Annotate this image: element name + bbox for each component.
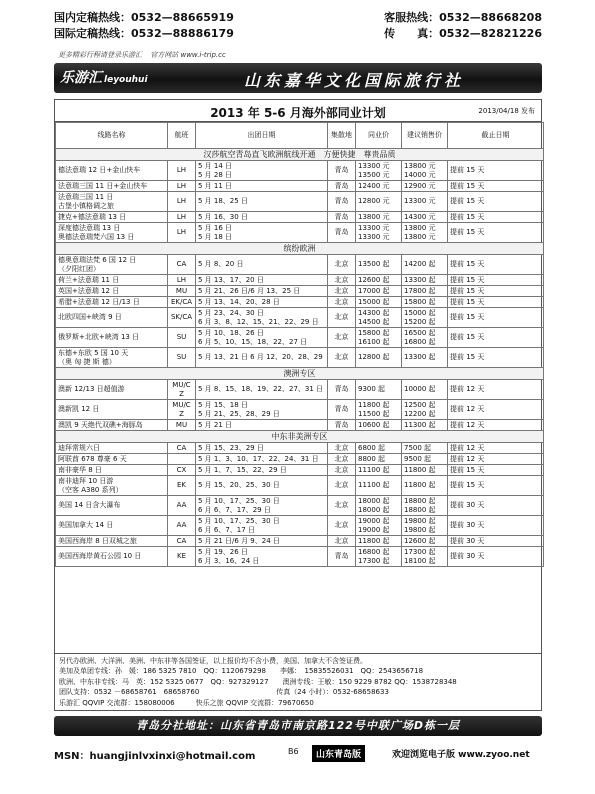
- cell-deadline: 提前 15 天: [448, 223, 544, 243]
- section-title: 中东非美洲专区: [56, 431, 544, 443]
- table-row: [56, 400, 544, 420]
- column-header: 建议销售价: [402, 123, 448, 149]
- cell-dates: 5 月 1、7、15、22、29 日: [196, 465, 328, 476]
- cell-dates: 5 月 13、17、20 日: [196, 275, 328, 286]
- column-header: 同业价: [356, 123, 402, 149]
- cell-deadline: 提前 15 天: [448, 255, 544, 275]
- cell-city: 青岛: [328, 380, 356, 400]
- cell-route: 澳新凯 12 日: [56, 400, 168, 420]
- cell-route: 南非迪拜 10 日游 （空客 A380 系列）: [56, 476, 168, 496]
- cell-deadline: 提前 30 天: [448, 516, 544, 536]
- cell-price: 11100 起: [356, 465, 402, 476]
- cell-price: 12800 元: [356, 192, 402, 212]
- international-hotline: 国际定稿热线：0532—88886179: [54, 27, 234, 40]
- cell-flight: MU: [168, 420, 196, 431]
- cell-city: 北京: [328, 286, 356, 297]
- cell-price: 12600 起: [356, 275, 402, 286]
- cell-price: 11100 起: [356, 476, 402, 496]
- cell-retail: 13300 元: [402, 192, 448, 212]
- cell-route: 南非豪华 8 日: [56, 465, 168, 476]
- cell-dates: 5 月 19、26 日 6 月 3、16、24 日: [196, 547, 328, 567]
- section-header: [56, 431, 544, 443]
- publish-date: 2013/04/18 发布: [478, 107, 535, 115]
- table-row: [56, 454, 544, 465]
- cell-deadline: 提前 12 天: [448, 380, 544, 400]
- cell-route: 深度德法意瑞 13 日 奥德法意瑞梵六国 13 日: [56, 223, 168, 243]
- title-row: [55, 100, 541, 122]
- section-header: [56, 149, 544, 161]
- cell-route: 迪拜常规六日: [56, 443, 168, 454]
- cell-price: 12400 元: [356, 181, 402, 192]
- msn-contact: MSN：huangjinlvxinxi@hotmail.com: [54, 751, 256, 762]
- cell-price: 10600 起: [356, 420, 402, 431]
- cell-price: 9300 起: [356, 380, 402, 400]
- cell-price: 13300 元 13300 元: [356, 223, 402, 243]
- table-row: [56, 223, 544, 243]
- cell-dates: 5 月 21 日/6 月 9、24 日: [196, 536, 328, 547]
- table-row: [56, 348, 544, 368]
- cell-city: 青岛: [328, 223, 356, 243]
- cell-route: 美国西海岸黄石公园 10 日: [56, 547, 168, 567]
- cell-price: 13800 元: [356, 212, 402, 223]
- cell-deadline: 提前 12 天: [448, 454, 544, 465]
- cell-dates: 5 月 10、17、25、30 日 6 月 6、7、17 日: [196, 516, 328, 536]
- cell-flight: SU: [168, 328, 196, 348]
- cell-retail: 12600 起: [402, 536, 448, 547]
- cell-deadline: 提前 15 天: [448, 297, 544, 308]
- cell-route: 美国 14 日含大瀑布: [56, 496, 168, 516]
- cell-city: 北京: [328, 308, 356, 328]
- brand-name-cn: 乐游汇: [60, 70, 102, 86]
- cell-dates: 5 月 23、24、30 日 6 月 3、8、12、15、21、22、29 日: [196, 308, 328, 328]
- cell-retail: 11300 起: [402, 420, 448, 431]
- cell-route: 俄罗斯+北欧+峡湾 13 日: [56, 328, 168, 348]
- cell-city: 北京: [328, 275, 356, 286]
- cell-dates: 5 月 16 日 5 月 18 日: [196, 223, 328, 243]
- cell-flight: CA: [168, 443, 196, 454]
- table-row: [56, 255, 544, 275]
- page-number: B6: [288, 747, 299, 756]
- cell-route: 阿联酋 678 尊豪 6 天: [56, 454, 168, 465]
- cell-price: 19000 起 19000 起: [356, 516, 402, 536]
- cell-city: 青岛: [328, 192, 356, 212]
- cell-deadline: 提前 15 天: [448, 465, 544, 476]
- cell-dates: 5 月 21、26 日/6 月 13、25 日: [196, 286, 328, 297]
- cell-flight: LH: [168, 181, 196, 192]
- table-row: [56, 181, 544, 192]
- table-row: [56, 286, 544, 297]
- cell-retail: 17800 起: [402, 286, 448, 297]
- plan-table: [55, 122, 544, 567]
- cell-dates: 5 月 10、18、26 日 6 月 5、10、15、18、22、27 日: [196, 328, 328, 348]
- cell-flight: LH: [168, 223, 196, 243]
- cell-deadline: 提前 15 天: [448, 181, 544, 192]
- cell-price: 15800 起 16100 起: [356, 328, 402, 348]
- table-row: [56, 192, 544, 212]
- cell-city: 北京: [328, 476, 356, 496]
- table-row: [56, 420, 544, 431]
- cell-deadline: 提前 30 天: [448, 536, 544, 547]
- cell-retail: 7500 起: [402, 443, 448, 454]
- column-header: 航班: [168, 123, 196, 149]
- cell-flight: AA: [168, 516, 196, 536]
- table-row: [56, 496, 544, 516]
- cell-retail: 14200 起: [402, 255, 448, 275]
- cell-route: 法意瑞三国 11 日 古堡小镇格调之旅: [56, 192, 168, 212]
- cell-deadline: 提前 12 天: [448, 420, 544, 431]
- hotline-right: [384, 10, 542, 42]
- column-header: 线路名称: [56, 123, 168, 149]
- cell-retail: 13800 元 13800 元: [402, 223, 448, 243]
- edition-badge: 山东青岛版: [312, 745, 365, 762]
- cell-route: 希腊+法意瑞 12 日/13 日: [56, 297, 168, 308]
- table-row: [56, 380, 544, 400]
- note-line: 另代办欧洲、大洋洲、美洲、中东非等各国签证，以上报价均不含小费，美国、加拿大不含签证费。: [59, 656, 367, 665]
- cell-retail: 16500 起 16800 起: [402, 328, 448, 348]
- table-row: [56, 536, 544, 547]
- cell-deadline: 提前 15 天: [448, 328, 544, 348]
- cell-flight: CX: [168, 465, 196, 476]
- cell-price: 11800 起 11500 起: [356, 400, 402, 420]
- cell-price: 17000 起: [356, 286, 402, 297]
- cell-deadline: 提前 15 天: [448, 308, 544, 328]
- cell-route: 捷克+德法意瑞 13 日: [56, 212, 168, 223]
- cell-flight: MU/C Z: [168, 400, 196, 420]
- cell-city: 北京: [328, 465, 356, 476]
- cell-price: 14300 起 14500 起: [356, 308, 402, 328]
- cell-route: 德法意瑞 12 日+金山快车: [56, 161, 168, 181]
- cell-route: 美国西海岸 8 日双城之旅: [56, 536, 168, 547]
- welcome-link[interactable]: 欢迎浏览电子版 www.zyoo.net: [392, 750, 530, 760]
- cell-dates: 5 月 18、25 日: [196, 192, 328, 212]
- cell-city: 青岛: [328, 400, 356, 420]
- cell-dates: 5 月 8、15、18、19、22、27、31 日: [196, 380, 328, 400]
- bottom-bar: [54, 744, 542, 762]
- table-row: [56, 547, 544, 567]
- cell-flight: MU/C Z: [168, 380, 196, 400]
- hotline-left: [54, 10, 234, 42]
- cell-dates: 5 月 11 日: [196, 181, 328, 192]
- cell-dates: 5 月 13、14、20、28 日: [196, 297, 328, 308]
- table-row: [56, 275, 544, 286]
- cell-city: 北京: [328, 496, 356, 516]
- cell-dates: 5 月 15、20、25、30 日: [196, 476, 328, 496]
- branch-address: 青岛分社地址：山东省青岛市南京路122号中联广场D栋一层: [54, 716, 542, 736]
- company-name: 山东嘉华文化国际旅行社: [244, 71, 465, 90]
- table-head: [56, 123, 544, 149]
- cell-retail: 12500 起 12200 起: [402, 400, 448, 420]
- cell-flight: CA: [168, 536, 196, 547]
- column-header: 出团日期: [196, 123, 328, 149]
- cell-city: 北京: [328, 328, 356, 348]
- table-row: [56, 465, 544, 476]
- cell-flight: CA: [168, 255, 196, 275]
- cell-retail: 13300 起: [402, 275, 448, 286]
- company-banner: [54, 63, 542, 93]
- header-row: [56, 123, 544, 149]
- cell-dates: 5 月 13、21 日 6 月 12、20、28、29: [196, 348, 328, 368]
- column-header: 集散地: [328, 123, 356, 149]
- cell-city: 北京: [328, 536, 356, 547]
- cell-price: 11800 起: [356, 536, 402, 547]
- cell-route: 澳新 12/13 日超值游: [56, 380, 168, 400]
- cell-city: 北京: [328, 297, 356, 308]
- cell-deadline: 提前 15 天: [448, 275, 544, 286]
- cell-flight: EK: [168, 476, 196, 496]
- cell-price: 12800 起: [356, 348, 402, 368]
- cell-deadline: 提前 15 天: [448, 161, 544, 181]
- column-header: 截止日期: [448, 123, 544, 149]
- note-line: 乐游汇 QQVIP 交流群：158080006 快乐之旅 QQVIP 交流群：79670650: [59, 698, 314, 707]
- site-label: 官方网站: [150, 51, 179, 59]
- plan-document: [54, 99, 542, 711]
- cell-dates: 5 月 16、30 日: [196, 212, 328, 223]
- cell-city: 青岛: [328, 420, 356, 431]
- banner-slogan-line: [54, 50, 542, 64]
- cell-price: 13500 起: [356, 255, 402, 275]
- section-header: [56, 368, 544, 380]
- cell-deadline: 提前 12 天: [448, 443, 544, 454]
- table-row: [56, 443, 544, 454]
- cell-price: 16800 起 17300 起: [356, 547, 402, 567]
- cell-flight: SU: [168, 348, 196, 368]
- cell-deadline: 提前 15 天: [448, 286, 544, 297]
- page-title: 2013 年 5-6 月海外部同业计划: [210, 106, 386, 120]
- cell-price: 13300 元 13500 元: [356, 161, 402, 181]
- cell-retail: 12900 元: [402, 181, 448, 192]
- brand-name-en: leyouhui: [104, 75, 148, 85]
- cell-city: 北京: [328, 255, 356, 275]
- cell-dates: 5 月 10、17、25、30 日 6 月 6、7、17、29 日: [196, 496, 328, 516]
- cell-price: 18000 起 18000 起: [356, 496, 402, 516]
- cell-price: 15000 起: [356, 297, 402, 308]
- cell-city: 青岛: [328, 181, 356, 192]
- hotline-header: [54, 10, 542, 48]
- cell-retail: 15800 起: [402, 297, 448, 308]
- table-body: [56, 149, 544, 567]
- cell-deadline: 提前 15 天: [448, 476, 544, 496]
- fax-number: 传 真：0532—82821226: [384, 27, 542, 40]
- cell-flight: LH: [168, 192, 196, 212]
- cell-retail: 13300 起: [402, 348, 448, 368]
- cell-dates: 5 月 15、23、29 日: [196, 443, 328, 454]
- cell-city: 青岛: [328, 161, 356, 181]
- domestic-hotline: 国内定稿热线：0532—88665919: [54, 11, 234, 24]
- cell-city: 北京: [328, 443, 356, 454]
- cell-dates: 5 月 21 日: [196, 420, 328, 431]
- cell-flight: MU: [168, 286, 196, 297]
- table-row: [56, 212, 544, 223]
- cell-dates: 5 月 1、3、10、17、22、24、31 日: [196, 454, 328, 465]
- cell-deadline: 提前 15 天: [448, 348, 544, 368]
- cell-city: 北京: [328, 516, 356, 536]
- cell-retail: 17300 起 18100 起: [402, 547, 448, 567]
- cell-route: 英国+法意瑞 12 日: [56, 286, 168, 297]
- table-row: [56, 328, 544, 348]
- note-line: 欧洲、中东非专线：马 英：152 5325 0677 QQ：927329127 澳洲专线：王敏：150 9229 8782 QQ：1538728348: [59, 677, 457, 686]
- section-title: 汉莎航空青岛直飞欧洲航线开通 方便快捷 尊贵品质: [56, 149, 544, 161]
- cell-route: 东德+东欧 5 国 10 天 （奥 匈 捷 斯 德）: [56, 348, 168, 368]
- cell-flight: [168, 454, 196, 465]
- cell-flight: KE: [168, 547, 196, 567]
- cell-route: 荷兰+法意瑞 11 日: [56, 275, 168, 286]
- cell-route: 法意瑞三国 11 日+金山快车: [56, 181, 168, 192]
- table-row: [56, 516, 544, 536]
- section-title: 缤纷欧洲: [56, 243, 544, 255]
- cell-city: 北京: [328, 454, 356, 465]
- cell-retail: 15000 起 15200 起: [402, 308, 448, 328]
- service-hotline: 客服热线：0532—88668208: [384, 11, 542, 24]
- site-link[interactable]: www.i-trip.cc: [180, 51, 226, 59]
- brand-logo: [60, 67, 148, 87]
- cell-retail: 11800 起: [402, 465, 448, 476]
- section-header: [56, 243, 544, 255]
- cell-city: 青岛: [328, 212, 356, 223]
- cell-dates: 5 月 14 日 5 月 28 日: [196, 161, 328, 181]
- cell-deadline: 提前 12 天: [448, 400, 544, 420]
- cell-route: 美国加拿大 14 日: [56, 516, 168, 536]
- cell-retail: 13800 元 14000 元: [402, 161, 448, 181]
- cell-deadline: 提前 15 天: [448, 192, 544, 212]
- cell-flight: LH: [168, 275, 196, 286]
- cell-retail: 14300 元: [402, 212, 448, 223]
- cell-dates: 5 月 8、20 日: [196, 255, 328, 275]
- cell-route: 北欧四国+峡湾 9 日: [56, 308, 168, 328]
- cell-flight: EK/CA: [168, 297, 196, 308]
- cell-retail: 10000 起: [402, 380, 448, 400]
- cell-city: 青岛: [328, 547, 356, 567]
- cell-retail: 11800 起: [402, 476, 448, 496]
- cell-retail: 19800 起 19800 起: [402, 516, 448, 536]
- cell-price: 8800 起: [356, 454, 402, 465]
- cell-route: 澳凯 9 天绝代双礁+海豚岛: [56, 420, 168, 431]
- cell-flight: LH: [168, 212, 196, 223]
- contact-notes: [55, 653, 541, 711]
- cell-route: 德奥意瑞法梵 6 国 12 日 （夕阳红团）: [56, 255, 168, 275]
- table-row: [56, 297, 544, 308]
- table-row: [56, 308, 544, 328]
- table-row: [56, 161, 544, 181]
- note-line: 美加及单团专线：孙 媛：186 5325 7810 QQ：1120679298 李娜： 15835526031 QQ：2543656718: [59, 667, 424, 675]
- cell-deadline: 提前 30 天: [448, 547, 544, 567]
- cell-deadline: 提前 15 天: [448, 212, 544, 223]
- table-row: [56, 476, 544, 496]
- cell-retail: 18800 起 18800 起: [402, 496, 448, 516]
- cell-deadline: 提前 30 天: [448, 496, 544, 516]
- banner-slogan: 更多精彩行程请登录乐游汇: [58, 51, 142, 59]
- note-line: 团队支持：0532 －68658761 68658760 传真（24 小时）：0532-68658633: [59, 688, 389, 696]
- cell-price: 6800 起: [356, 443, 402, 454]
- cell-flight: LH: [168, 161, 196, 181]
- cell-retail: 9500 起: [402, 454, 448, 465]
- cell-dates: 5 月 15、18 日 5 月 21、25、28、29 日: [196, 400, 328, 420]
- cell-flight: AA: [168, 496, 196, 516]
- section-title: 澳洲专区: [56, 368, 544, 380]
- cell-flight: SK/CA: [168, 308, 196, 328]
- cell-city: 北京: [328, 348, 356, 368]
